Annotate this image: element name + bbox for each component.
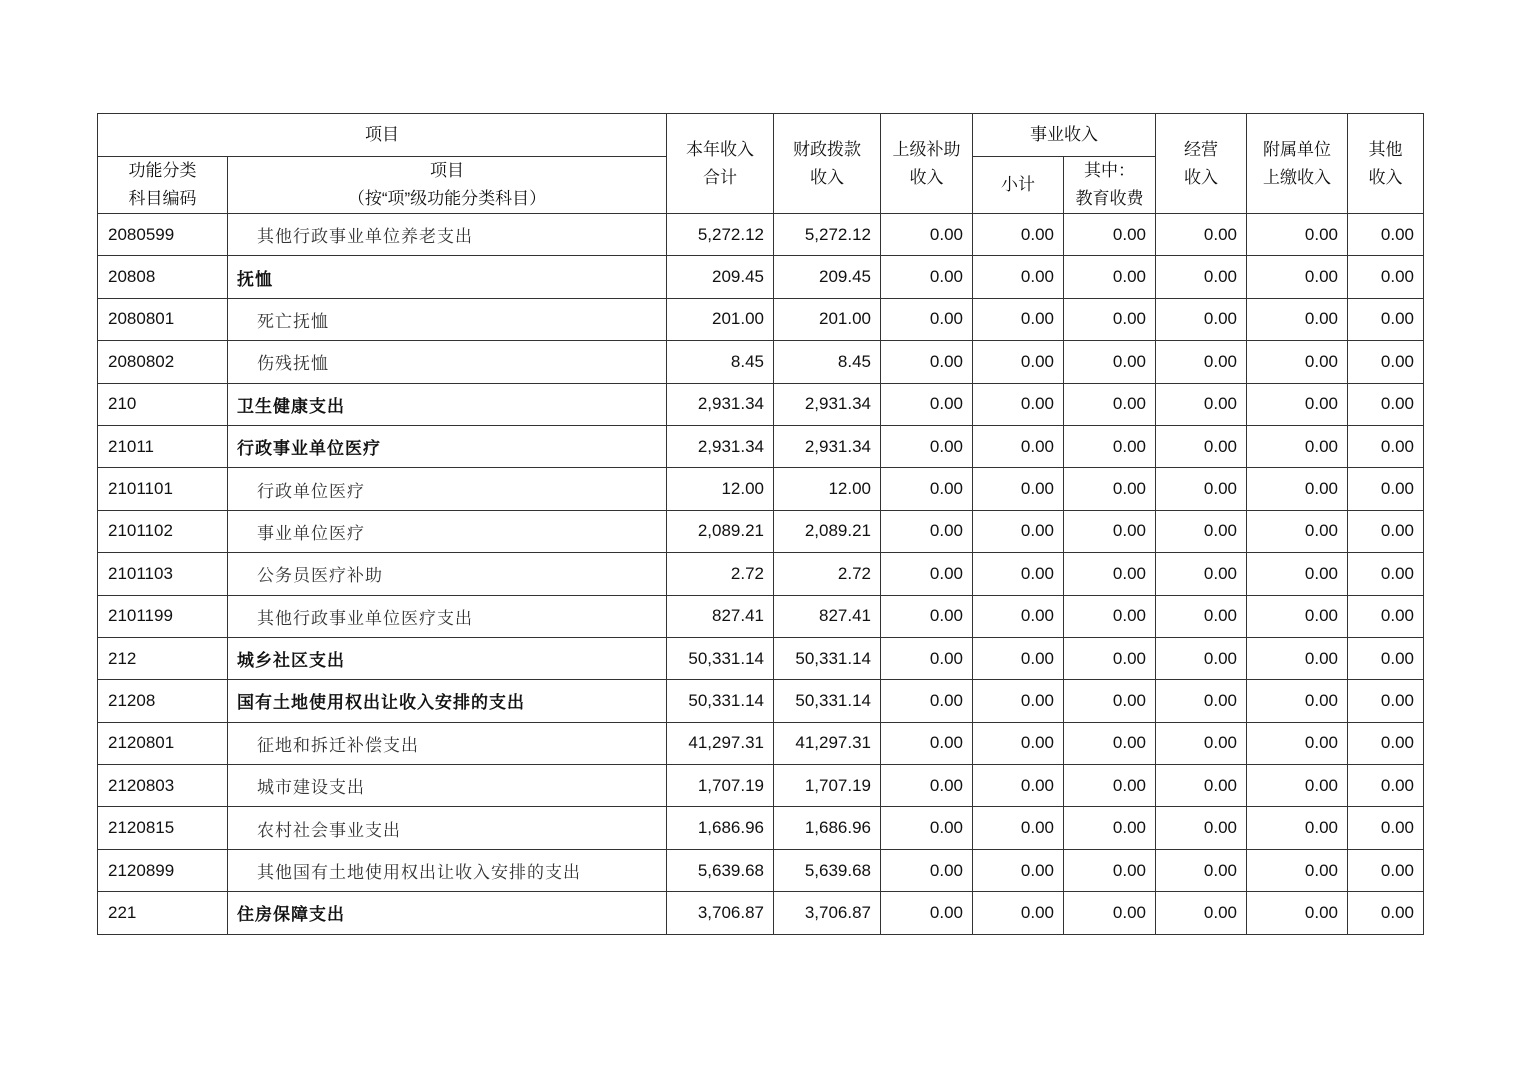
cell-education-fees: 0.00 [1064, 214, 1156, 256]
cell-fiscal-income: 5,639.68 [774, 849, 881, 891]
cell-func-code: 21011 [98, 425, 228, 467]
cell-superior-subsidy: 0.00 [881, 425, 973, 467]
table-row [98, 595, 1424, 637]
cell-func-code: 21208 [98, 680, 228, 722]
header-business-income-text: 事业收入 [1030, 125, 1098, 144]
cell-affiliated-income: 0.00 [1247, 553, 1348, 595]
cell-operating-income: 0.00 [1156, 849, 1247, 891]
budget-income-table [97, 113, 1424, 935]
header-subtotal [973, 157, 1064, 214]
cell-item-name: 其他国有土地使用权出让收入安排的支出 [228, 849, 667, 891]
header-func-code [98, 157, 228, 214]
table-row [98, 892, 1424, 934]
cell-fiscal-income: 2,089.21 [774, 510, 881, 552]
cell-total-income: 209.45 [667, 256, 774, 298]
table-row [98, 383, 1424, 425]
cell-func-code: 210 [98, 383, 228, 425]
cell-superior-subsidy: 0.00 [881, 680, 973, 722]
header-education-fees-line2: 教育收费 [1075, 189, 1144, 208]
cell-total-income: 5,639.68 [667, 849, 774, 891]
header-education-fees [1064, 157, 1156, 214]
cell-education-fees: 0.00 [1064, 595, 1156, 637]
cell-superior-subsidy: 0.00 [881, 849, 973, 891]
cell-business-subtotal: 0.00 [973, 892, 1064, 934]
table-row [98, 425, 1424, 467]
cell-operating-income: 0.00 [1156, 510, 1247, 552]
cell-fiscal-income: 5,272.12 [774, 214, 881, 256]
cell-total-income: 8.45 [667, 341, 774, 383]
cell-superior-subsidy: 0.00 [881, 256, 973, 298]
cell-other-income: 0.00 [1348, 680, 1424, 722]
cell-education-fees: 0.00 [1064, 298, 1156, 340]
cell-education-fees: 0.00 [1064, 553, 1156, 595]
table-row [98, 849, 1424, 891]
cell-superior-subsidy: 0.00 [881, 595, 973, 637]
header-total-income [667, 114, 774, 214]
cell-item-name: 伤残抚恤 [228, 341, 667, 383]
header-other-income-line2: 收入 [1368, 167, 1403, 187]
cell-operating-income: 0.00 [1156, 892, 1247, 934]
header-business-income [973, 114, 1156, 157]
cell-item-name: 国有土地使用权出让收入安排的支出 [228, 680, 667, 722]
cell-education-fees: 0.00 [1064, 383, 1156, 425]
header-superior-subsidy-line2: 收入 [909, 167, 944, 187]
cell-affiliated-income: 0.00 [1247, 765, 1348, 807]
cell-total-income: 5,272.12 [667, 214, 774, 256]
cell-business-subtotal: 0.00 [973, 214, 1064, 256]
cell-business-subtotal: 0.00 [973, 298, 1064, 340]
cell-operating-income: 0.00 [1156, 765, 1247, 807]
cell-item-name: 死亡抚恤 [228, 298, 667, 340]
cell-fiscal-income: 2.72 [774, 553, 881, 595]
cell-superior-subsidy: 0.00 [881, 765, 973, 807]
cell-affiliated-income: 0.00 [1247, 680, 1348, 722]
cell-fiscal-income: 50,331.14 [774, 637, 881, 679]
cell-business-subtotal: 0.00 [973, 595, 1064, 637]
cell-fiscal-income: 2,931.34 [774, 383, 881, 425]
header-other-income-line1: 其他 [1368, 139, 1403, 159]
cell-fiscal-income: 8.45 [774, 341, 881, 383]
table-row [98, 765, 1424, 807]
cell-other-income: 0.00 [1348, 468, 1424, 510]
cell-other-income: 0.00 [1348, 256, 1424, 298]
header-total-income-line1: 本年收入 [686, 139, 754, 159]
header-operating-income-line1: 经营 [1184, 139, 1218, 159]
cell-business-subtotal: 0.00 [973, 807, 1064, 849]
cell-operating-income: 0.00 [1156, 468, 1247, 510]
cell-item-name: 城市建设支出 [228, 765, 667, 807]
cell-item-name: 抚恤 [228, 256, 667, 298]
cell-operating-income: 0.00 [1156, 298, 1247, 340]
cell-item-name: 其他行政事业单位医疗支出 [228, 595, 667, 637]
cell-total-income: 50,331.14 [667, 680, 774, 722]
cell-business-subtotal: 0.00 [973, 765, 1064, 807]
cell-education-fees: 0.00 [1064, 510, 1156, 552]
cell-superior-subsidy: 0.00 [881, 807, 973, 849]
cell-affiliated-income: 0.00 [1247, 341, 1348, 383]
cell-education-fees: 0.00 [1064, 765, 1156, 807]
cell-total-income: 827.41 [667, 595, 774, 637]
cell-business-subtotal: 0.00 [973, 680, 1064, 722]
cell-fiscal-income: 41,297.31 [774, 722, 881, 764]
cell-other-income: 0.00 [1348, 849, 1424, 891]
cell-func-code: 2120803 [98, 765, 228, 807]
header-affiliated-income-line2: 上缴收入 [1263, 167, 1331, 187]
cell-fiscal-income: 1,707.19 [774, 765, 881, 807]
cell-other-income: 0.00 [1348, 425, 1424, 467]
cell-operating-income: 0.00 [1156, 214, 1247, 256]
header-item-line1: 项目 [430, 161, 464, 180]
cell-item-name: 住房保障支出 [228, 892, 667, 934]
cell-other-income: 0.00 [1348, 722, 1424, 764]
cell-operating-income: 0.00 [1156, 637, 1247, 679]
cell-func-code: 2080801 [98, 298, 228, 340]
cell-total-income: 3,706.87 [667, 892, 774, 934]
cell-item-name: 农村社会事业支出 [228, 807, 667, 849]
cell-func-code: 2101101 [98, 468, 228, 510]
header-item [228, 157, 667, 214]
header-fiscal-income [774, 114, 881, 214]
cell-other-income: 0.00 [1348, 637, 1424, 679]
cell-other-income: 0.00 [1348, 510, 1424, 552]
cell-business-subtotal: 0.00 [973, 637, 1064, 679]
cell-business-subtotal: 0.00 [973, 256, 1064, 298]
cell-operating-income: 0.00 [1156, 680, 1247, 722]
cell-func-code: 221 [98, 892, 228, 934]
header-total-income-line2: 合计 [703, 167, 737, 187]
cell-operating-income: 0.00 [1156, 383, 1247, 425]
cell-fiscal-income: 827.41 [774, 595, 881, 637]
cell-other-income: 0.00 [1348, 892, 1424, 934]
cell-total-income: 201.00 [667, 298, 774, 340]
cell-fiscal-income: 2,931.34 [774, 425, 881, 467]
header-superior-subsidy [881, 114, 973, 214]
header-fiscal-income-line2: 收入 [810, 167, 844, 187]
cell-superior-subsidy: 0.00 [881, 468, 973, 510]
header-operating-income [1156, 114, 1247, 214]
cell-education-fees: 0.00 [1064, 256, 1156, 298]
table-row [98, 214, 1424, 256]
cell-affiliated-income: 0.00 [1247, 298, 1348, 340]
cell-education-fees: 0.00 [1064, 637, 1156, 679]
cell-func-code: 2120801 [98, 722, 228, 764]
cell-total-income: 2,089.21 [667, 510, 774, 552]
cell-func-code: 2120899 [98, 849, 228, 891]
cell-fiscal-income: 1,686.96 [774, 807, 881, 849]
cell-other-income: 0.00 [1348, 214, 1424, 256]
cell-other-income: 0.00 [1348, 383, 1424, 425]
cell-operating-income: 0.00 [1156, 807, 1247, 849]
cell-business-subtotal: 0.00 [973, 425, 1064, 467]
cell-func-code: 212 [98, 637, 228, 679]
cell-total-income: 41,297.31 [667, 722, 774, 764]
cell-other-income: 0.00 [1348, 765, 1424, 807]
cell-func-code: 2101103 [98, 553, 228, 595]
cell-total-income: 2,931.34 [667, 383, 774, 425]
header-fiscal-income-line1: 财政拨款 [793, 139, 861, 159]
cell-func-code: 2101102 [98, 510, 228, 552]
cell-superior-subsidy: 0.00 [881, 341, 973, 383]
cell-education-fees: 0.00 [1064, 425, 1156, 467]
cell-superior-subsidy: 0.00 [881, 298, 973, 340]
cell-operating-income: 0.00 [1156, 341, 1247, 383]
cell-superior-subsidy: 0.00 [881, 510, 973, 552]
table-row [98, 341, 1424, 383]
header-project-text: 项目 [365, 125, 399, 144]
cell-affiliated-income: 0.00 [1247, 892, 1348, 934]
header-operating-income-line2: 收入 [1184, 167, 1218, 187]
cell-superior-subsidy: 0.00 [881, 383, 973, 425]
cell-affiliated-income: 0.00 [1247, 637, 1348, 679]
cell-total-income: 1,686.96 [667, 807, 774, 849]
cell-item-name: 城乡社区支出 [228, 637, 667, 679]
header-other-income [1348, 114, 1424, 214]
cell-item-name: 事业单位医疗 [228, 510, 667, 552]
table-header [98, 114, 1424, 214]
cell-item-name: 行政单位医疗 [228, 468, 667, 510]
cell-total-income: 12.00 [667, 468, 774, 510]
cell-func-code: 2080599 [98, 214, 228, 256]
header-affiliated-income [1247, 114, 1348, 214]
header-affiliated-income-line1: 附属单位 [1263, 139, 1331, 159]
cell-operating-income: 0.00 [1156, 722, 1247, 764]
cell-education-fees: 0.00 [1064, 341, 1156, 383]
cell-other-income: 0.00 [1348, 553, 1424, 595]
cell-business-subtotal: 0.00 [973, 722, 1064, 764]
cell-education-fees: 0.00 [1064, 892, 1156, 934]
cell-other-income: 0.00 [1348, 341, 1424, 383]
cell-fiscal-income: 3,706.87 [774, 892, 881, 934]
cell-affiliated-income: 0.00 [1247, 595, 1348, 637]
table-row [98, 637, 1424, 679]
cell-other-income: 0.00 [1348, 807, 1424, 849]
cell-business-subtotal: 0.00 [973, 849, 1064, 891]
table-body [98, 214, 1424, 935]
cell-superior-subsidy: 0.00 [881, 214, 973, 256]
cell-func-code: 2080802 [98, 341, 228, 383]
table-row [98, 298, 1424, 340]
cell-fiscal-income: 209.45 [774, 256, 881, 298]
table-row [98, 256, 1424, 298]
cell-item-name: 其他行政事业单位养老支出 [228, 214, 667, 256]
cell-item-name: 行政事业单位医疗 [228, 425, 667, 467]
cell-other-income: 0.00 [1348, 595, 1424, 637]
cell-business-subtotal: 0.00 [973, 510, 1064, 552]
table-row [98, 468, 1424, 510]
cell-fiscal-income: 12.00 [774, 468, 881, 510]
cell-education-fees: 0.00 [1064, 849, 1156, 891]
cell-affiliated-income: 0.00 [1247, 510, 1348, 552]
cell-item-name: 征地和拆迁补偿支出 [228, 722, 667, 764]
cell-fiscal-income: 50,331.14 [774, 680, 881, 722]
header-superior-subsidy-line1: 上级补助 [892, 139, 961, 159]
cell-business-subtotal: 0.00 [973, 341, 1064, 383]
cell-item-name: 公务员医疗补助 [228, 553, 667, 595]
header-subtotal-text: 小计 [1001, 175, 1035, 194]
table-row [98, 680, 1424, 722]
cell-affiliated-income: 0.00 [1247, 722, 1348, 764]
table-row [98, 722, 1424, 764]
cell-business-subtotal: 0.00 [973, 383, 1064, 425]
cell-affiliated-income: 0.00 [1247, 256, 1348, 298]
cell-education-fees: 0.00 [1064, 807, 1156, 849]
header-item-line2: （按“项”级功能分类科目） [347, 189, 547, 208]
cell-operating-income: 0.00 [1156, 595, 1247, 637]
cell-func-code: 2101199 [98, 595, 228, 637]
table-row [98, 510, 1424, 552]
cell-operating-income: 0.00 [1156, 425, 1247, 467]
cell-affiliated-income: 0.00 [1247, 425, 1348, 467]
cell-item-name: 卫生健康支出 [228, 383, 667, 425]
cell-education-fees: 0.00 [1064, 468, 1156, 510]
header-func-code-line1: 功能分类 [128, 161, 197, 180]
cell-affiliated-income: 0.00 [1247, 214, 1348, 256]
header-education-fees-line1: 其中： [1084, 161, 1135, 180]
cell-superior-subsidy: 0.00 [881, 553, 973, 595]
cell-total-income: 2,931.34 [667, 425, 774, 467]
cell-total-income: 2.72 [667, 553, 774, 595]
header-func-code-line2: 科目编码 [128, 189, 197, 208]
cell-business-subtotal: 0.00 [973, 468, 1064, 510]
cell-affiliated-income: 0.00 [1247, 807, 1348, 849]
cell-superior-subsidy: 0.00 [881, 722, 973, 764]
cell-affiliated-income: 0.00 [1247, 383, 1348, 425]
cell-operating-income: 0.00 [1156, 553, 1247, 595]
cell-total-income: 1,707.19 [667, 765, 774, 807]
cell-superior-subsidy: 0.00 [881, 892, 973, 934]
cell-superior-subsidy: 0.00 [881, 637, 973, 679]
table-row [98, 553, 1424, 595]
cell-total-income: 50,331.14 [667, 637, 774, 679]
cell-other-income: 0.00 [1348, 298, 1424, 340]
cell-operating-income: 0.00 [1156, 256, 1247, 298]
header-project [98, 114, 667, 157]
cell-func-code: 2120815 [98, 807, 228, 849]
cell-affiliated-income: 0.00 [1247, 468, 1348, 510]
cell-business-subtotal: 0.00 [973, 553, 1064, 595]
table-row [98, 807, 1424, 849]
cell-education-fees: 0.00 [1064, 722, 1156, 764]
cell-education-fees: 0.00 [1064, 680, 1156, 722]
cell-func-code: 20808 [98, 256, 228, 298]
cell-fiscal-income: 201.00 [774, 298, 881, 340]
cell-affiliated-income: 0.00 [1247, 849, 1348, 891]
